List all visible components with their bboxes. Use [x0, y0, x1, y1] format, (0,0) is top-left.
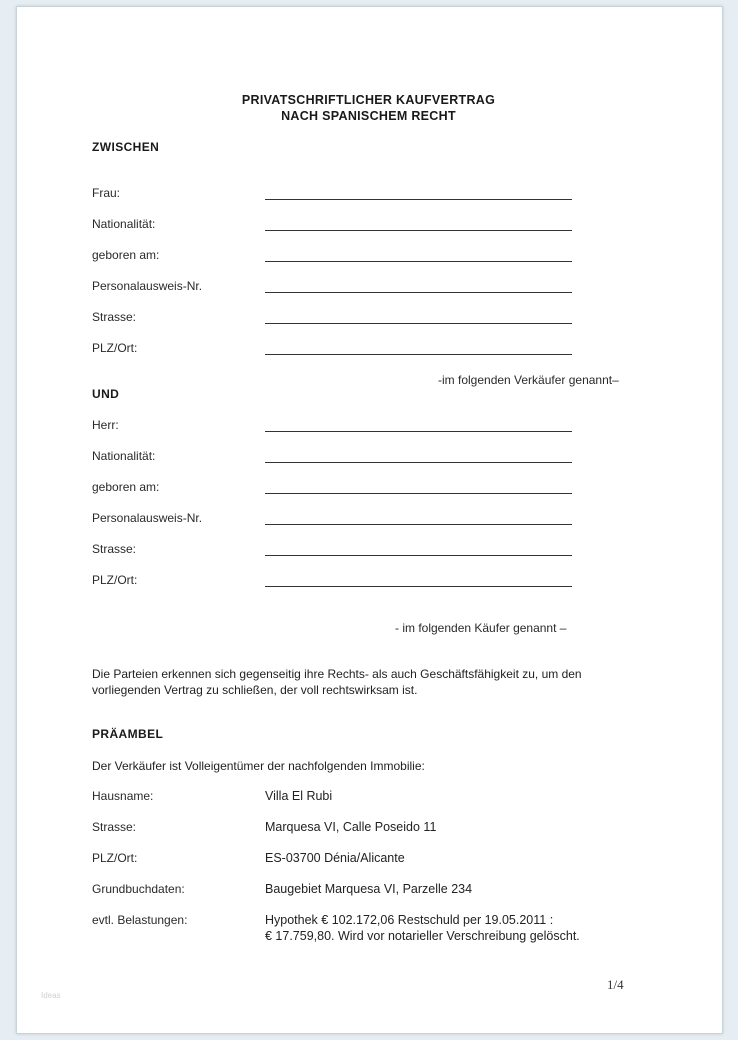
document-title-line1: PRIVATSCHRIFTLICHER KAUFVERTRAG	[241, 93, 496, 107]
buyer-field-blank-line	[265, 586, 572, 587]
property-value: Baugebiet Marquesa VI, Parzelle 234	[265, 882, 473, 896]
praeambel-intro: Der Verkäufer ist Volleigentümer der nachfolgenden Immobilie:	[92, 759, 425, 773]
parties-paragraph: Die Parteien erkennen sich gegenseitig ihre Rechts- als auch Geschäftsfähigkeit zu, um den vorliegenden Vertrag zu schließen, der voll rechtswirksam ist.	[92, 667, 582, 697]
seller-field-blank-line	[265, 292, 572, 293]
property-value: ES-03700 Dénia/Alicante	[265, 851, 405, 865]
property-value: Hypothek € 102.172,06 Restschuld per 19.05.2011 :	[265, 913, 554, 927]
buyer-field-blank-line	[265, 524, 572, 525]
section-heading-und: UND	[92, 387, 120, 401]
document-title-line2: NACH SPANISCHEM RECHT	[281, 109, 456, 123]
page-number: 1/4	[607, 977, 624, 992]
buyer-field-label: Nationalität:	[92, 449, 156, 463]
property-label: Hausname:	[92, 789, 154, 803]
seller-field-label: Personalausweis-Nr.	[92, 279, 203, 293]
buyer-field-label: geboren am:	[92, 480, 160, 494]
buyer-role-note: - im folgenden Käufer genannt –	[395, 621, 567, 635]
buyer-field-blank-line	[265, 431, 572, 432]
buyer-field-blank-line	[265, 462, 572, 463]
property-label: Grundbuchdaten:	[92, 882, 185, 896]
buyer-field-label: PLZ/Ort:	[92, 573, 138, 587]
section-heading-zwischen: ZWISCHEN	[92, 140, 160, 154]
watermark-text: Ideas	[41, 991, 61, 1000]
seller-field-blank-line	[265, 261, 572, 262]
seller-field-label: Strasse:	[92, 310, 137, 324]
seller-field-label: PLZ/Ort:	[92, 341, 138, 355]
property-label: evtl. Belastungen:	[92, 913, 188, 927]
property-label: Strasse:	[92, 820, 137, 834]
document-page	[16, 6, 723, 1034]
property-value-continued: € 17.759,80. Wird vor notarieller Verschreibung gelöscht.	[265, 929, 580, 943]
seller-field-blank-line	[265, 354, 572, 355]
property-value: Marquesa VI, Calle Poseido 11	[265, 820, 437, 834]
property-label: PLZ/Ort:	[92, 851, 138, 865]
buyer-field-blank-line	[265, 493, 572, 494]
buyer-field-blank-line	[265, 555, 572, 556]
seller-field-label: geboren am:	[92, 248, 160, 262]
seller-field-blank-line	[265, 323, 572, 324]
property-value: Villa El Rubi	[265, 789, 333, 803]
section-heading-praeambel: PRÄAMBEL	[92, 727, 164, 741]
buyer-field-label: Strasse:	[92, 542, 137, 556]
seller-field-blank-line	[265, 230, 572, 231]
buyer-field-label: Personalausweis-Nr.	[92, 511, 203, 525]
seller-role-note: -im folgenden Verkäufer genannt–	[438, 373, 619, 387]
seller-field-label: Nationalität:	[92, 217, 156, 231]
buyer-field-label: Herr:	[92, 418, 119, 432]
seller-field-label: Frau:	[92, 186, 121, 200]
seller-field-blank-line	[265, 199, 572, 200]
